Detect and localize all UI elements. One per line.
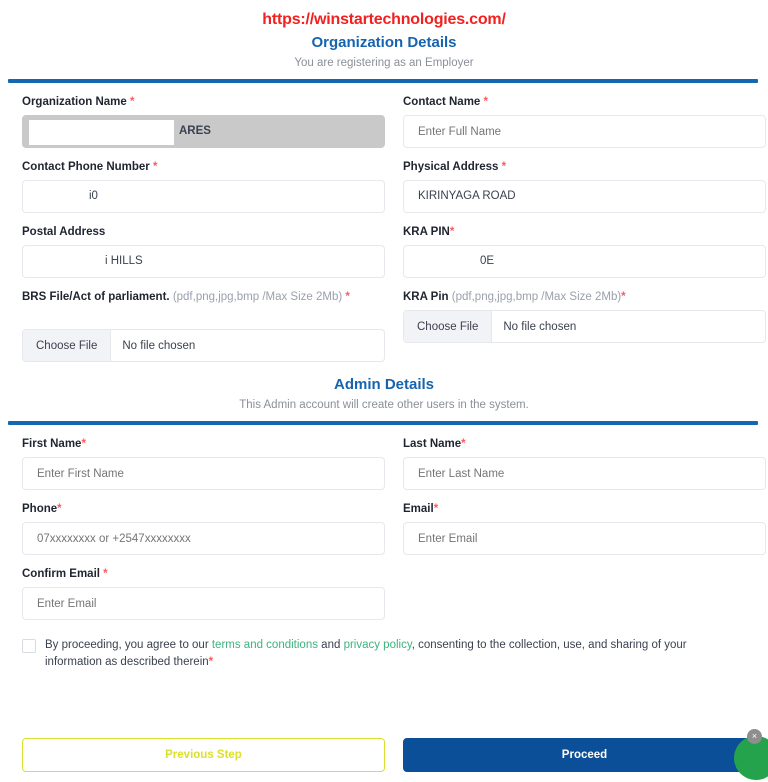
admin-divider xyxy=(8,421,758,425)
required-asterisk: * xyxy=(103,568,108,580)
organization-divider xyxy=(8,79,758,83)
physical-address-label xyxy=(403,160,766,175)
brs-file-label-text: BRS File/Act of parliament. xyxy=(22,291,170,303)
field-brs-file xyxy=(22,290,385,362)
consent-row xyxy=(22,637,752,671)
required-asterisk: * xyxy=(501,161,507,173)
organization-name-label-text: Organization Name xyxy=(22,96,127,108)
form-row-postal-kra xyxy=(22,225,752,278)
field-confirm-email xyxy=(22,567,385,620)
required-asterisk: * xyxy=(81,438,86,450)
kra-pin-file-input[interactable] xyxy=(403,310,766,343)
organization-section-title: Organization Details xyxy=(311,34,457,51)
close-icon[interactable]: × xyxy=(747,729,762,744)
field-organization-name xyxy=(22,95,385,148)
form-row-admin-name xyxy=(22,437,752,490)
field-contact-phone xyxy=(22,160,385,213)
first-name-input[interactable] xyxy=(22,457,385,490)
kra-pin-file-label xyxy=(403,290,766,305)
admin-phone-label-text: Phone xyxy=(22,503,58,515)
admin-phone-input[interactable] xyxy=(22,522,385,555)
form-row-confirm-email xyxy=(22,567,752,620)
field-postal-address xyxy=(22,225,385,278)
field-admin-email xyxy=(403,502,766,555)
kra-pin-file-hint: (pdf,png,jpg,bmp /Max Size 2Mb) xyxy=(451,291,622,303)
field-first-name xyxy=(22,437,385,490)
confirm-email-input[interactable] xyxy=(22,587,385,620)
previous-step-button[interactable]: Previous Step xyxy=(22,738,385,772)
field-spacer xyxy=(403,567,766,620)
brs-file-label xyxy=(22,290,385,324)
required-asterisk: * xyxy=(153,161,158,173)
kra-pin-label xyxy=(403,225,766,240)
contact-phone-label-text: Contact Phone Number xyxy=(22,161,150,173)
form-row-name xyxy=(22,95,752,148)
field-contact-name xyxy=(403,95,766,148)
organization-section-subtitle: You are registering as an Employer xyxy=(294,57,474,69)
kra-file-status: No file chosen xyxy=(503,320,577,333)
field-kra-pin-file xyxy=(403,290,766,362)
confirm-email-label xyxy=(22,567,385,582)
required-asterisk: * xyxy=(345,291,350,303)
organization-name-input[interactable] xyxy=(22,115,385,148)
field-kra-pin xyxy=(403,225,766,278)
admin-section-subtitle: This Admin account will create other users in the system. xyxy=(239,399,529,411)
first-name-label-text: First Name xyxy=(22,438,82,450)
last-name-label-text: Last Name xyxy=(403,438,462,450)
consent-text-part2: and xyxy=(317,639,344,651)
field-physical-address xyxy=(403,160,766,213)
contact-phone-label xyxy=(22,160,385,175)
page-url: https://winstartechnologies.com/ xyxy=(262,11,506,28)
kra-pin-input[interactable]: 0E xyxy=(403,245,766,278)
organization-form xyxy=(0,95,768,362)
field-last-name xyxy=(403,437,766,490)
consent-text-part1: By proceeding, you agree to our xyxy=(45,639,212,651)
contact-phone-input[interactable]: i0 xyxy=(22,180,385,213)
confirm-email-label-text: Confirm Email xyxy=(22,568,100,580)
required-asterisk: * xyxy=(57,503,62,515)
consent-checkbox[interactable] xyxy=(22,639,36,653)
last-name-input[interactable] xyxy=(403,457,766,490)
admin-email-label xyxy=(403,502,766,517)
required-asterisk: * xyxy=(483,96,489,108)
contact-name-input[interactable] xyxy=(403,115,766,148)
required-asterisk: * xyxy=(433,503,439,515)
form-row-phone-address xyxy=(22,160,752,213)
required-asterisk: * xyxy=(208,656,214,668)
redaction-overlay xyxy=(29,120,174,145)
postal-address-label xyxy=(22,225,385,240)
postal-address-label-text: Postal Address xyxy=(22,226,106,238)
required-asterisk: * xyxy=(449,226,455,238)
consent-text-part3: , consenting to the collection, use, and sharing of your information as described therein xyxy=(45,639,687,668)
organization-name-label xyxy=(22,95,385,110)
kra-pin-file-label-text: KRA Pin xyxy=(403,291,449,303)
admin-email-input[interactable] xyxy=(403,522,766,555)
field-admin-phone xyxy=(22,502,385,555)
brs-choose-file-button[interactable]: Choose File xyxy=(23,330,111,361)
footer-buttons xyxy=(0,738,768,772)
contact-name-label-text: Contact Name xyxy=(403,96,481,108)
required-asterisk: * xyxy=(621,291,626,303)
privacy-policy-link[interactable]: privacy policy xyxy=(343,639,412,651)
brs-file-status: No file chosen xyxy=(122,339,196,352)
proceed-button[interactable]: Proceed xyxy=(403,738,766,772)
contact-name-label xyxy=(403,95,766,110)
organization-name-value: ARES xyxy=(179,125,211,137)
kra-choose-file-button[interactable]: Choose File xyxy=(404,311,492,342)
kra-pin-label-text: KRA PIN xyxy=(403,226,450,238)
required-asterisk: * xyxy=(461,438,466,450)
form-row-uploads xyxy=(22,290,752,362)
physical-address-input[interactable]: KIRINYAGA ROAD xyxy=(403,180,766,213)
admin-form xyxy=(0,437,768,671)
postal-address-input[interactable]: i HILLS xyxy=(22,245,385,278)
required-asterisk: * xyxy=(130,96,135,108)
admin-phone-label xyxy=(22,502,385,517)
brs-file-hint: (pdf,png,jpg,bmp /Max Size 2Mb) xyxy=(172,291,343,303)
physical-address-label-text: Physical Address xyxy=(403,161,499,173)
last-name-label xyxy=(403,437,766,452)
terms-and-conditions-link[interactable]: terms and conditions xyxy=(211,639,318,651)
admin-section-title: Admin Details xyxy=(333,376,435,393)
first-name-label xyxy=(22,437,385,452)
consent-text xyxy=(45,637,722,671)
admin-email-label-text: Email xyxy=(403,503,434,515)
form-row-admin-contact xyxy=(22,502,752,555)
brs-file-input[interactable] xyxy=(22,329,385,362)
